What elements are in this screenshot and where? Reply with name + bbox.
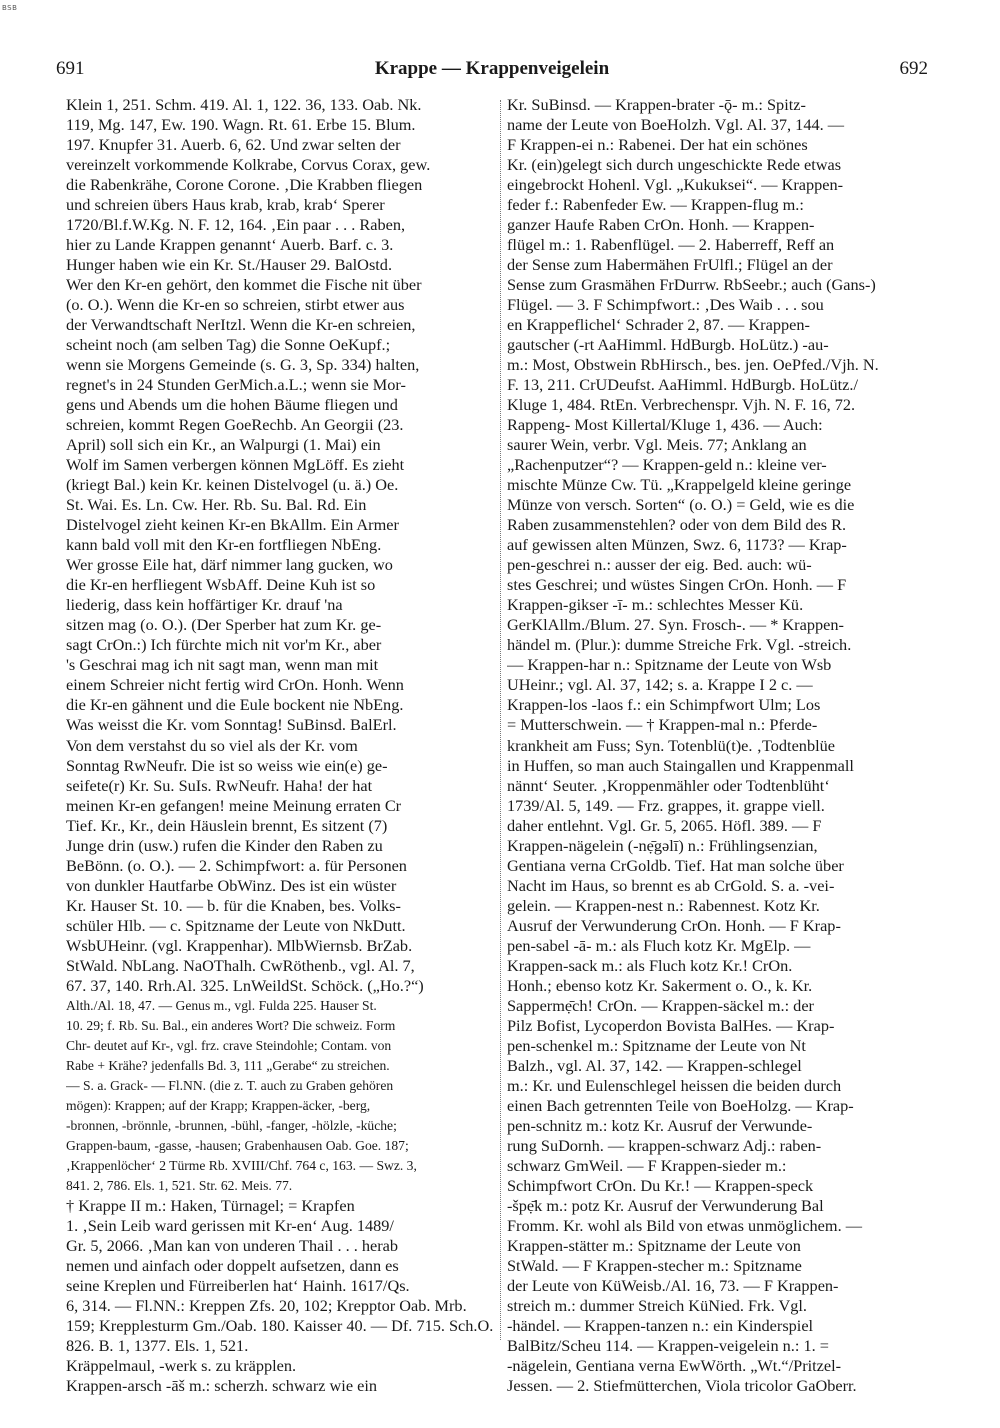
text-line: sitzen mag (o. O.). (Der Sperber hat zum Kr. ge- <box>66 615 382 635</box>
text-line: pen-schenkel m.: Spitzname der Leute von Nt <box>507 1035 806 1055</box>
text-line: händel m. (Plur.): dumme Streiche Frk. Vgl. -streich. <box>507 635 852 655</box>
text-line: St. Wai. Es. Ln. Cw. Her. Rb. Su. Bal. Rd. Ein <box>66 495 367 515</box>
text-line: Sappermẹ̄ch! CrOn. — Krappen-säckel m.: der <box>507 995 814 1015</box>
text-line: 67. 37, 140. Rrh.Al. 325. LnWeildSt. Schöck. („Ho.?“) <box>66 975 424 995</box>
text-line: name der Leute von BoeHolzh. Vgl. Al. 37, 144. — <box>507 115 845 135</box>
text-line: 119, Mg. 147, Ew. 190. Wagn. Rt. 61. Erbe 15. Blum. <box>66 115 416 135</box>
text-line: Gentiana verna CrGoldb. Tief. Hat man solche über <box>507 855 844 875</box>
text-line: Jessen. — 2. Stiefmütterchen, Viola tricolor GaOberr. <box>507 1376 857 1395</box>
text-line: gautscher (-rt AaHimml. HdBurgb. HoLütz.) -au- <box>507 335 829 355</box>
text-line: „Rachenputzer“? — Krappen-geld n.: kleine ver- <box>507 455 827 475</box>
text-line: F. 13, 211. CrUDeufst. AaHimml. HdBurgb. HoLütz./ <box>507 375 858 395</box>
text-line: stes Geschrei; und wüstes Singen CrOn. Honh. — F <box>507 575 847 595</box>
text-line: 841. 2, 786. Els. 1, 521. Str. 62. Meis. 77. <box>66 1177 293 1193</box>
text-line: Wolf im Samen verbergen können MgLöff. Es zieht <box>66 455 405 475</box>
text-line: 6, 314. — Fl.NN.: Kreppen Zfs. 20, 102; Krepptor Oab. Mrb. <box>66 1295 467 1315</box>
text-line: Tief. Kr., Kr., dein Häuslein brennt, Es sitzent (7) <box>66 815 388 835</box>
text-line: mischte Münze Cw. Tü. „Krappelgeld kleine geringe <box>507 475 852 495</box>
text-line: — Krappen-har n.: Spitzname der Leute von Wsb <box>507 655 832 675</box>
text-line: Kr. SuBinsd. — Krappen-brater -ǭ- m.: Spitz- <box>507 95 806 114</box>
text-line: Ausruf der Verwunderung CrOn. Honh. — F Krap- <box>507 915 841 935</box>
text-line: † Krappe II m.: Haken, Türnagel; = Krapfen <box>66 1195 355 1215</box>
text-line: BalBitz/Scheu 114. — Krappen-veigelein n.: 1. = <box>507 1335 829 1355</box>
text-line: feder f.: Rabenfeder Ew. — Krappen-flug m.: <box>507 195 804 215</box>
text-line: Krappen-arsch -āš m.: scherzh. schwarz wie ein <box>66 1376 378 1395</box>
column-divider <box>500 100 502 1340</box>
text-line: Wer den Kr-en gehört, den kommet die Fische nit über <box>66 275 422 295</box>
text-line: auf gewissen alten Münzen, Swz. 6, 1173? — Krap- <box>507 535 847 555</box>
right-column <box>507 95 935 1396</box>
text-line: — S. a. Grack- — Fl.NN. (die z. T. auch zu Graben gehören <box>66 1077 394 1093</box>
text-line: Pilz Bofist, Lycoperdon Bovista BalHes. — Krap- <box>507 1015 835 1035</box>
text-line: schüler Hlb. — c. Spitzname der Leute von NkDutt. <box>66 915 406 935</box>
text-line: Balzh., vgl. Al. 37, 142. — Krappen-schlegel <box>507 1055 802 1075</box>
text-line: 826. B. 1, 1377. Els. 1, 521. <box>66 1335 249 1355</box>
text-line: Chr- deutet auf Kr-, vgl. frz. crave Steindohle; Contam. von <box>66 1037 392 1053</box>
text-line: der Verwandtschaft NerItzl. Wenn die Kr-en schreien, <box>66 315 416 335</box>
text-line: Rabe + Krähe? jedenfalls Bd. 3, 111 „Gerabe“ zu streichen. <box>66 1057 390 1073</box>
text-line: krankheit am Fuss; Syn. Totenblü(t)e. ‚Todtenblüe <box>507 735 835 755</box>
text-line: Junge drin (usw.) rufen die Kinder den Raben zu <box>66 835 383 855</box>
text-line: (kriegt Bal.) kein Kr. keinen Distelvogel (u. ä.) Oe. <box>66 475 399 495</box>
text-line: 197. Knupfer 31. Auerb. 6, 62. Und zwar selten der <box>66 135 401 155</box>
text-line: der Leute von KüWeisb./Al. 16, 73. — F Krappen- <box>507 1275 839 1295</box>
text-line: Kräppelmaul, -werk s. zu kräpplen. <box>66 1355 297 1375</box>
text-line: Sense zum Grasmähen FrDurrw. RbSeebr.; auch (Gans-) <box>507 275 876 295</box>
page-header <box>56 58 928 88</box>
text-line: nännt‘ Seuter. ‚Kroppenmähler oder Todtenblüht‘ <box>507 775 830 795</box>
text-line: StWald. NbLang. NaOThalh. CwRöthenb., vgl. Al. 7, <box>66 955 415 975</box>
text-line: regnet's in 24 Stunden GerMich.a.L.; wenn sie Mor- <box>66 375 406 395</box>
text-line: 1. ‚Sein Leib ward gerissen mit Kr-en‘ Aug. 1489/ <box>66 1215 394 1235</box>
text-line: Von dem verstahst du so viel als der Kr. vom <box>66 735 358 755</box>
text-line: mögen): Krappen; auf der Krapp; Krappen-äcker, -berg, <box>66 1097 371 1113</box>
running-title: Krappe — Krappenveigelein <box>374 58 610 79</box>
text-line: Rappeng- Most Killertal/Kluge 1, 436. — Auch: <box>507 415 823 435</box>
text-line: die Kr-en herfliegent WsbAff. Deine Kuh ist so <box>66 575 376 595</box>
text-line: 1720/Bl.f.W.Kg. N. F. 12, 164. ‚Ein paar . . . Raben, <box>66 215 406 235</box>
text-line: UHeinr.; vgl. Al. 37, 142; s. a. Krappe I 2 c. — <box>507 675 813 695</box>
text-line: flügel m.: 1. Rabenflügel. — 2. Haberreff, Reff an <box>507 235 835 255</box>
text-line: Krappen-sack m.: als Fluch kotz Kr.! CrOn. <box>507 955 793 975</box>
text-line: 1739/Al. 5, 149. — Frz. grappes, it. grappe viell. <box>507 795 825 815</box>
text-line: sagt CrOn.:) Ich fürchte mich nit vor'm Kr., aber <box>66 635 382 655</box>
text-line: GerKlAllm./Blum. 27. Syn. Frosch-. — * Krappen- <box>507 615 844 635</box>
text-line: F Krappen-ei n.: Rabenei. Der hat ein schönes <box>507 135 808 155</box>
text-line: schwarz GmWeil. — F Krappen-sieder m.: <box>507 1155 787 1175</box>
text-line: saurer Wein, verbr. Vgl. Meis. 77; Anklang an <box>507 435 807 455</box>
text-line: von dunkler Hautfarbe ObWinz. Des ist ein wüster <box>66 875 397 895</box>
text-line: seine Kreplen und Fürreiberlen hat‘ Hainh. 1617/Qs. <box>66 1275 410 1295</box>
text-line: Fromm. Kr. wohl als Bild von etwas unmöglichem. — <box>507 1215 862 1235</box>
text-line: April) soll sich ein Kr., an Walpurgi (1. Mai) ein <box>66 435 381 455</box>
library-stamp: BSB <box>2 4 18 12</box>
text-line: in Huffen, so man auch Staingallen und Krappenmall <box>507 755 854 775</box>
text-line: Kr. Hauser St. 10. — b. für die Knaben, bes. Volks- <box>66 895 401 915</box>
text-line: pen-sabel -ā- m.: als Fluch kotz Kr. MgElp. — <box>507 935 811 955</box>
text-line: eingebrockt Hohenl. Vgl. „Kukuksei“. — Krappen- <box>507 175 844 195</box>
text-line: Kr. (ein)gelegt sich durch ungeschickte Rede etwas <box>507 155 842 175</box>
text-line: Schimpfwort CrOn. Du Kr.! — Krappen-speck <box>507 1175 814 1195</box>
text-line: einen Bach getrennten Teile von BoeHolzg. — Krap- <box>507 1095 854 1115</box>
text-line: Distelvogel zieht keinen Kr-en BkAllm. Ein Armer <box>66 515 399 535</box>
text-line: seifete(r) Kr. Su. SuIs. RwNeufr. Haha! der hat <box>66 775 373 795</box>
text-line: einem Schreier nicht fertig wird CrOn. Honh. Wenn <box>66 675 404 695</box>
text-line: hier zu Lande Krappen genannt‘ Auerb. Barf. c. 3. <box>66 235 394 255</box>
text-line: vereinzelt vorkommende Kolkrabe, Corvus Corax, gew. <box>66 155 431 175</box>
text-line: scheint noch (am selben Tag) die Sonne OeKupf.; <box>66 335 391 355</box>
text-line: Nacht im Haus, so brennt es ab CrGold. S. a. -vei- <box>507 875 835 895</box>
page-number-right: 692 <box>899 58 928 79</box>
text-line: rung SuDornh. — krappen-schwarz Adj.: raben- <box>507 1135 822 1155</box>
text-line: Honh.; ebenso kotz Kr. Sakerment o. O., k. Kr. <box>507 975 813 995</box>
text-line: Krappen-gikser -ī- m.: schlechtes Messer Kü. <box>507 595 804 615</box>
text-line: schreien, kommt Regen GoeRechb. An Georgii (23. <box>66 415 404 435</box>
text-line: StWald. — F Krappen-stecher m.: Spitzname <box>507 1255 802 1275</box>
text-line: die Kr-en gähnent und die Eule bockent nie NbEng. <box>66 695 404 715</box>
text-line: Kluge 1, 484. RtEn. Verbrechenspr. Vjh. N. F. 16, 72. <box>507 395 856 415</box>
text-line: Wer grosse Eile hat, därf nimmer lang gucken, wo <box>66 555 393 575</box>
text-line: ganzer Haufe Raben CrOn. Honh. — Krappen- <box>507 215 815 235</box>
text-line: Was weisst die Kr. vom Sonntag! SuBinsd. BalErl. <box>66 715 397 735</box>
text-line: Raben zusammenstehlen? oder von dem Bild des R. <box>507 515 847 535</box>
text-line: Krappen-stätter m.: Spitzname der Leute von <box>507 1235 801 1255</box>
text-line: Krappen-nägelein (-nẹ̄gəlī) n.: Frühlingsenzian, <box>507 835 818 855</box>
text-line: (o. O.). Wenn die Kr-en so schreien, stirbt etwer aus <box>66 295 405 315</box>
text-line: ‚Krappenlöcher‘ 2 Türme Rb. XVIII/Chf. 764 c, 163. — Swz. 3, <box>66 1157 417 1173</box>
text-line: 159; Krepplesturm Gm./Oab. 180. Kaisser 40. — Df. 715. Sch.O. <box>66 1315 494 1335</box>
text-line: der Sense zum Habermähen FrUlfl.; Flügel an der <box>507 255 833 275</box>
text-line: = Mutterschwein. — † Krappen-mal n.: Pferde- <box>507 715 818 735</box>
text-line: 's Geschrai mag ich nit sagt man, wenn man mit <box>66 655 379 675</box>
text-line: Klein 1, 251. Schm. 419. Al. 1, 122. 36, 133. Oab. Nk. <box>66 95 422 114</box>
text-line: 10. 29; f. Rb. Su. Bal., ein anderes Wort? Die schweiz. Form <box>66 1017 396 1033</box>
text-line: kann bald voll mit den Kr-en fortfliegen NbEng. <box>66 535 382 555</box>
text-line: pen-geschrei n.: ausser der eig. Bed. auch: wü- <box>507 555 812 575</box>
text-line: -nägelein, Gentiana verna EwWörth. „Wt.“/Pritzel- <box>507 1355 842 1375</box>
text-line: Alth./Al. 18, 47. — Genus m., vgl. Fulda 225. Hauser St. <box>66 997 377 1013</box>
text-line: wenn sie Morgens Gemeinde (s. G. 3, Sp. 334) halten, <box>66 355 420 375</box>
text-line: -händel. — Krappen-tanzen n.: ein Kinderspiel <box>507 1315 814 1335</box>
text-line: und schreien übers Haus krab, krab, krab‘ Sperer <box>66 195 385 215</box>
text-line: streich m.: dummer Streich KüNied. Frk. Vgl. <box>507 1295 807 1315</box>
text-line: m.: Kr. und Eulenschlegel heissen die beiden durch <box>507 1075 842 1095</box>
text-line: nemen und ainfach oder doppelt aufsetzen, dann es <box>66 1255 399 1275</box>
left-column <box>66 95 498 1396</box>
text-line: daher entlehnt. Vgl. Gr. 5, 2065. Höfl. 389. — F <box>507 815 822 835</box>
text-line: -bronnen, -brönnle, -brunnen, -bühl, -fanger, -hölzle, -küche; <box>66 1117 397 1133</box>
text-line: gens und Abends um die hohen Bäume fliegen und <box>66 395 398 415</box>
text-line: Krappen-los -laos f.: ein Schimpfwort Ulm; Los <box>507 695 821 715</box>
text-line: gelein. — Krappen-nest n.: Rabennest. Kotz Kr. <box>507 895 820 915</box>
text-line: pen-schnitz m.: kotz Kr. Ausruf der Verwunde- <box>507 1115 813 1135</box>
text-line: Hunger haben wie ein Kr. St./Hauser 29. BalOstd. <box>66 255 393 275</box>
text-line: Sonntag RwNeufr. Die ist so weiss wie ein(e) ge- <box>66 755 388 775</box>
text-line: meinen Kr-en gefangen! meine Meinung erraten Cr <box>66 795 402 815</box>
text-line: -špẹ̄k m.: potz Kr. Ausruf der Verwunderung Bal <box>507 1195 824 1215</box>
text-line: m.: Most, Obstwein RbHirsch., bes. jen. OePfed./Vjh. N. <box>507 355 879 375</box>
text-line: BeBönn. (o. O.). — 2. Schimpfwort: a. für Personen <box>66 855 407 875</box>
page-number-left: 691 <box>56 58 85 79</box>
text-line: Gr. 5, 2066. ‚Man kan von underen Thail . . . herab <box>66 1235 399 1255</box>
text-line: Münze von versch. Sorten“ (o. O.) = Geld, wie es die <box>507 495 855 515</box>
text-line: WsbUHeinr. (vgl. Krappenhar). MlbWiernsb. BrZab. <box>66 935 413 955</box>
text-line: Grappen-baum, -gasse, -hausen; Grabenhausen Oab. Goe. 187; <box>66 1137 409 1153</box>
text-line: die Rabenkrähe, Corone Corone. ‚Die Krabben fliegen <box>66 175 423 195</box>
text-line: liederig, dass kein hoffärtiger Kr. drauf 'na <box>66 595 343 615</box>
text-line: en Krappeflichel‘ Schrader 2, 87. — Krappen- <box>507 315 810 335</box>
text-line: Flügel. — 3. F Schimpfwort.: ‚Des Waib . . . sou <box>507 295 824 315</box>
